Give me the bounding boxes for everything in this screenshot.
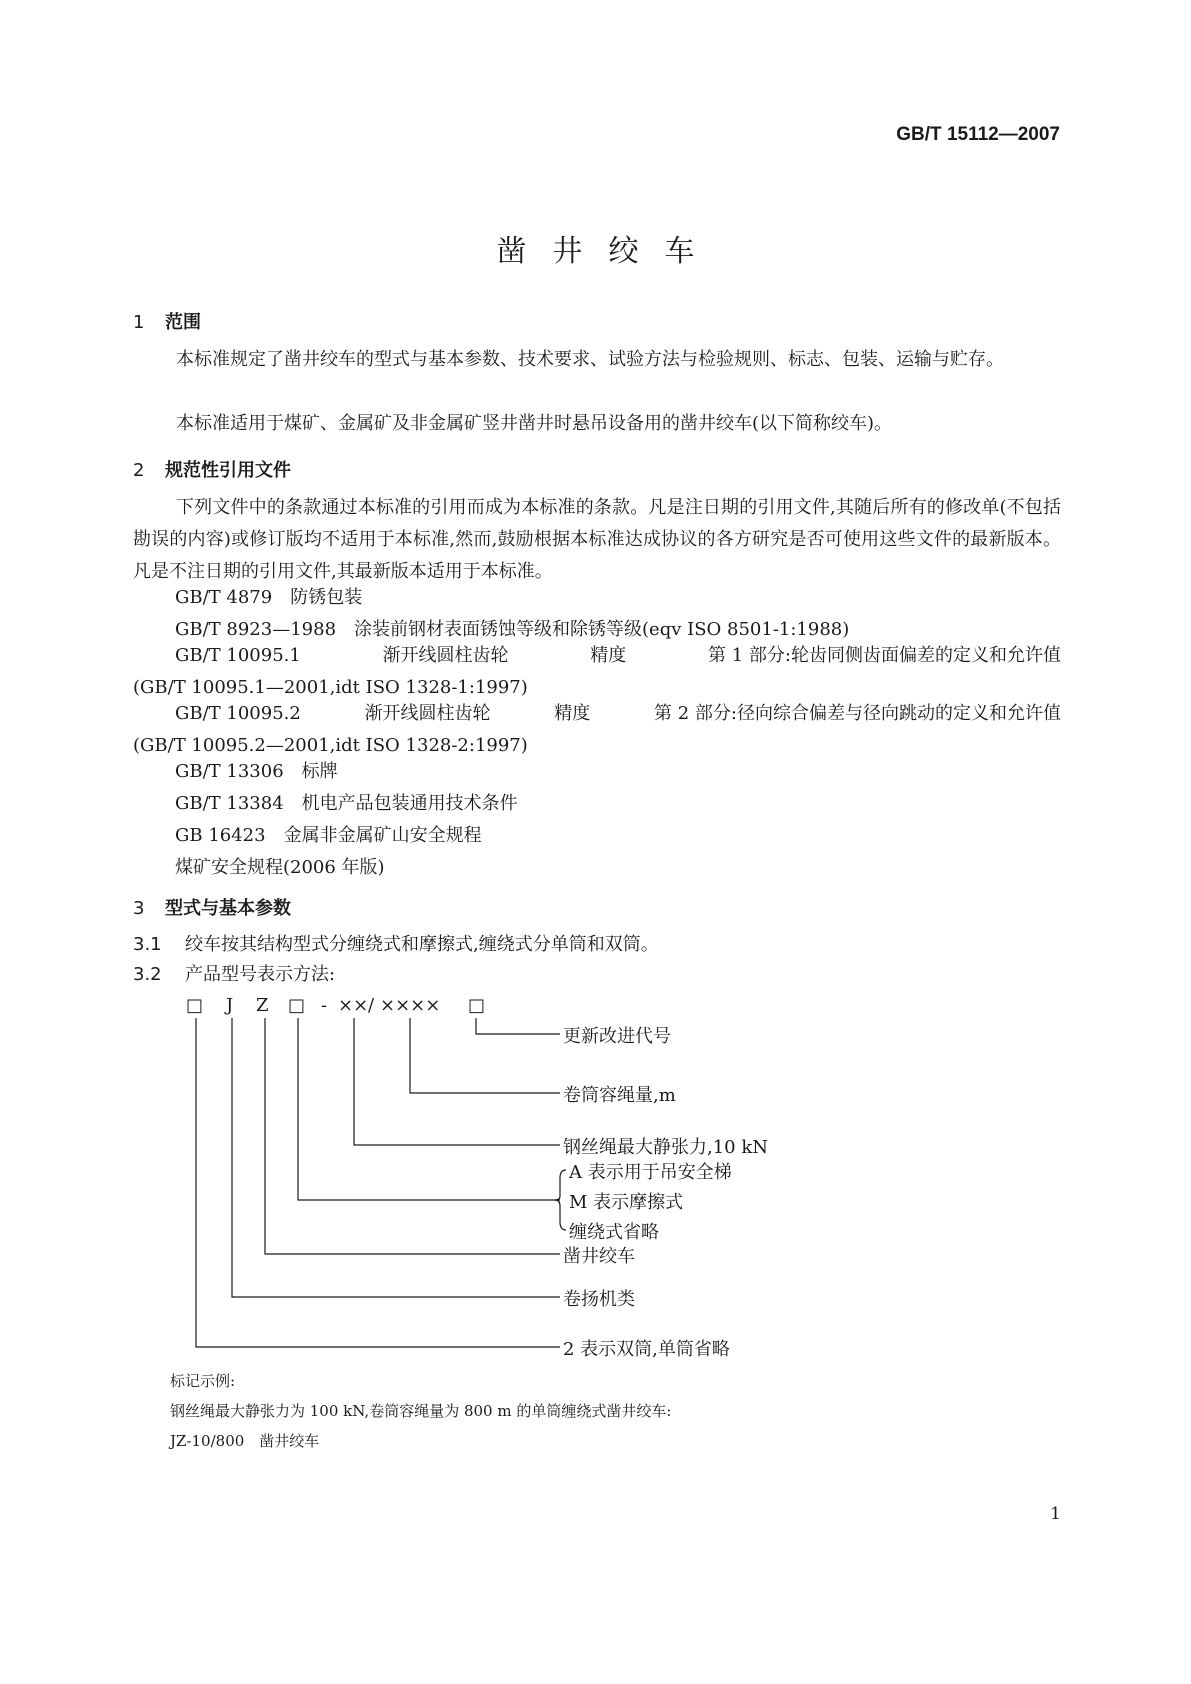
section-number: 2 xyxy=(133,460,145,481)
reference-part: 第 1 部分:轮齿同侧齿面偏差的定义和允许值 xyxy=(708,645,1061,666)
reference-item: GB/T 4879 防锈包装 xyxy=(175,587,363,608)
section-1-para-1: 本标准规定了凿井绞车的型式与基本参数、技术要求、试验方法与检验规则、标志、包装、运输与贮存。 xyxy=(176,349,1004,370)
reference-item: GB/T 13306 标牌 xyxy=(175,761,338,782)
section-1-para-2: 本标准适用于煤矿、金属矿及非金属矿竖井凿井时悬吊设备用的凿井绞车(以下简称绞车)。 xyxy=(176,413,893,434)
clause-number: 3.2 xyxy=(133,964,162,985)
section-number: 3 xyxy=(133,898,145,919)
reference-title: 渐开线圆柱齿轮 xyxy=(382,645,509,666)
model-code-j: J xyxy=(226,995,234,1016)
label-max-tension: 钢丝绳最大静张力,10 kN xyxy=(563,1137,769,1158)
reference-line-2: (GB/T 10095.1—2001,idt ISO 1328-1:1997) xyxy=(133,677,528,698)
model-code-xx: ×× xyxy=(338,995,369,1016)
label-hoist-class: 卷扬机类 xyxy=(563,1289,635,1310)
label-update-code: 更新改进代号 xyxy=(563,1026,671,1047)
example-code: JZ-10/800 凿井绞车 xyxy=(170,1432,320,1450)
model-code-xxxx: ×××× xyxy=(380,995,441,1016)
section-number: 1 xyxy=(133,312,145,333)
reference-item: 煤矿安全规程(2006 年版) xyxy=(175,857,385,878)
section-2-para: 下列文件中的条款通过本标准的引用而成为本标准的条款。凡是注日期的引用文件,其随后所有的修改单(不包括勘误的内容)或修订版均不适用于本标准,然而,鼓励根据本标准达成协议的各方研究是否可使用这些文件的最新版本。凡是不注日期的引用文件,其最新版本适用于本标准。 xyxy=(133,497,1061,582)
label-type-omit: 缠绕式省略 xyxy=(569,1222,659,1243)
reference-item: GB/T 13384 机电产品包装通用技术条件 xyxy=(175,793,518,814)
section-title: 范围 xyxy=(165,312,201,333)
page-number: 1 xyxy=(1050,1504,1061,1524)
label-drum-capacity: 卷筒容绳量,m xyxy=(563,1085,676,1106)
reference-line-2: (GB/T 10095.2—2001,idt ISO 1328-2:1997) xyxy=(133,735,528,756)
reference-item: GB/T 8923—1988 涂装前钢材表面锈蚀等级和除锈等级(eqv ISO 8501-1:1988) xyxy=(175,619,850,640)
example-heading: 标记示例: xyxy=(170,1372,236,1390)
label-double-drum: 2 表示双筒,单筒省略 xyxy=(563,1339,730,1360)
reference-precision: 精度 xyxy=(590,645,627,666)
example-description: 钢丝绳最大静张力为 100 kN,卷筒容绳量为 800 m 的单筒缠绕式凿井绞车: xyxy=(170,1402,672,1420)
reference-code: GB/T 10095.1 xyxy=(175,645,301,666)
clause-text: 产品型号表示方法: xyxy=(185,964,336,985)
model-code-slash: / xyxy=(368,995,375,1016)
clause-number: 3.1 xyxy=(133,934,162,955)
model-code-dash: - xyxy=(321,995,328,1016)
section-title: 型式与基本参数 xyxy=(165,898,291,919)
section-title: 规范性引用文件 xyxy=(165,460,291,481)
model-code-box-2: □ xyxy=(288,995,306,1016)
model-code-box-3: □ xyxy=(468,995,486,1016)
model-code-box-1: □ xyxy=(186,995,204,1016)
reference-part: 第 2 部分:径向综合偏差与径向跳动的定义和允许值 xyxy=(654,703,1061,724)
reference-item: GB 16423 金属非金属矿山安全规程 xyxy=(175,825,482,846)
standard-number: GB/T 15112—2007 xyxy=(896,124,1060,145)
label-type-a: A 表示用于吊安全梯 xyxy=(569,1162,732,1183)
clause-text: 绞车按其结构型式分缠绕式和摩擦式,缠绕式分单筒和双筒。 xyxy=(185,934,659,955)
reference-title: 渐开线圆柱齿轮 xyxy=(364,703,491,724)
reference-code: GB/T 10095.2 xyxy=(175,703,301,724)
reference-precision: 精度 xyxy=(554,703,591,724)
model-code-z: Z xyxy=(256,995,269,1016)
label-shaft-sinking: 凿井绞车 xyxy=(563,1246,635,1267)
label-type-m: M 表示摩擦式 xyxy=(569,1192,684,1213)
page-title: 凿井绞车 xyxy=(496,234,721,269)
